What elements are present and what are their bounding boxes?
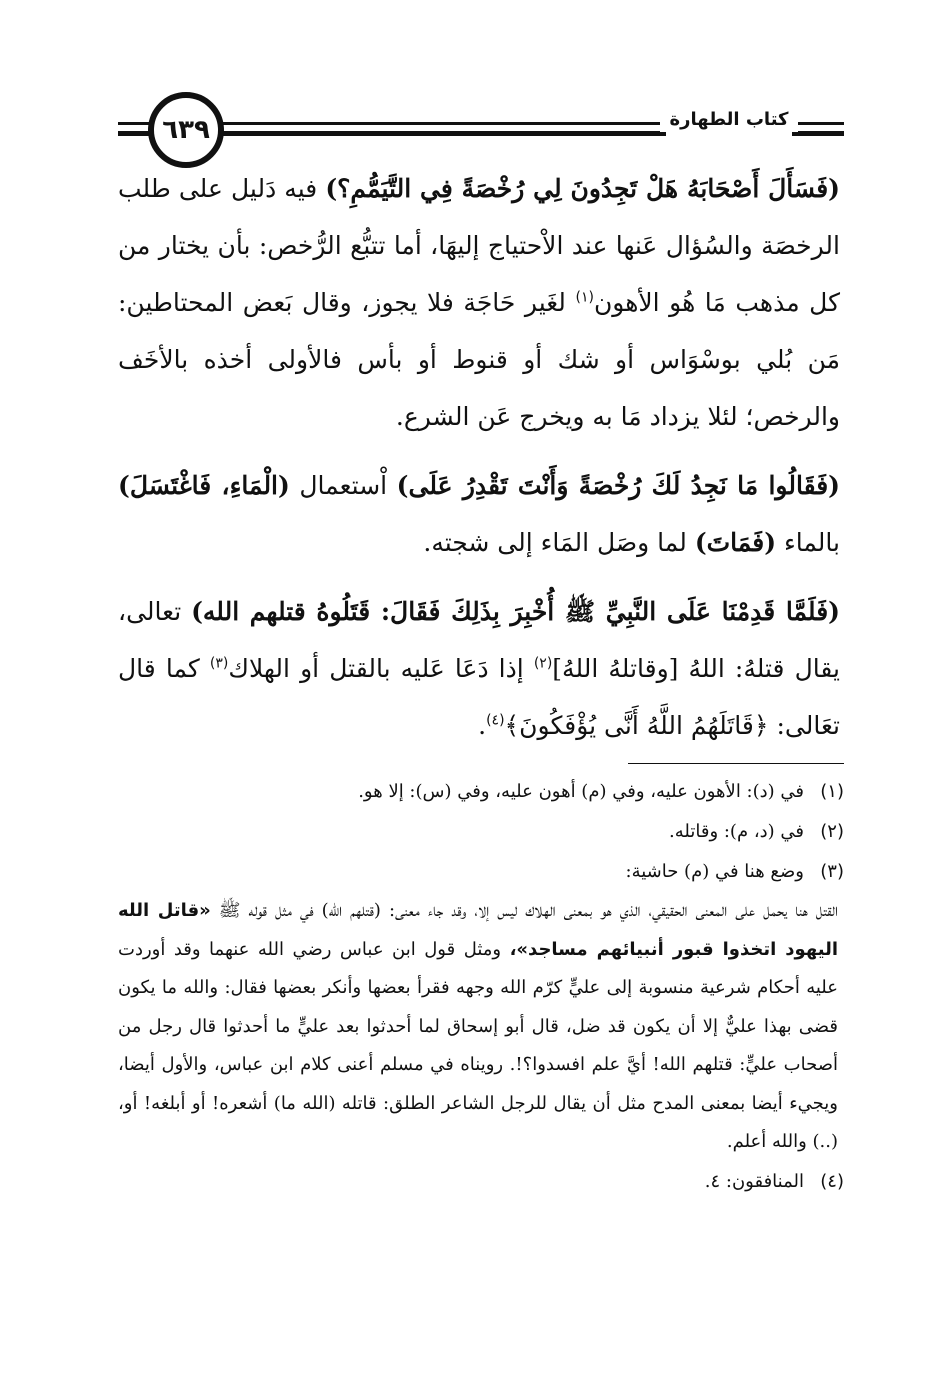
commentary-text: . xyxy=(478,711,487,740)
hadith-quote: (فَسَأَلَ أَصْحَابَهُ هَلْ تَجِدُونَ لِي رُخْصَةً فِي التَّيَمُّمِ؟) xyxy=(325,174,840,203)
footnote-text: وضع هنا في (م) حاشية: xyxy=(625,861,804,882)
header-rule-middle-bottom xyxy=(214,131,666,136)
footnote-3 xyxy=(118,852,844,892)
hadith-quote: (الْمَاءِ، فَاغْتَسَلَ) xyxy=(118,471,290,500)
footnote-text: في (د، م): وقاتله. xyxy=(669,821,804,842)
footnote-2 xyxy=(118,812,844,852)
footnote-1 xyxy=(118,772,844,812)
annotation-text: القتل هنا يحمل على المعنى الحقيقي، الذي هو بمعنى الهلاك ليس إلا، وقد جاء معنى: (قتلهم الله) في مثل قوله ﷺ xyxy=(210,900,838,921)
footnote-number: (٢) xyxy=(820,821,844,842)
footnote-ref-2[interactable]: (٢) xyxy=(533,655,553,672)
commentary-text: تعالى، يقال قتلهُ: اللهُ [وقاتلهُ اللهُ] xyxy=(118,597,840,683)
page-number: ٦٣٩ xyxy=(162,115,210,145)
footnote-number: (١) xyxy=(820,781,844,802)
footnote-text: في (د): الأهون عليه، وفي (م) أهون عليه، وفي (س): إلا هو. xyxy=(358,781,804,802)
commentary-text: لغَير حَاجَة فلا يجوز، وقال بَعض المحتاطين: مَن بُلي بوسْوَاس أو شك أو قنوط أو بأس فالأولى أخذه بالأخَف والرخص؛ لئلا يزداد مَا به ويخرج عَن الشرع. xyxy=(118,288,840,431)
footnote-4 xyxy=(118,1162,844,1202)
running-title: كتاب الطهارة xyxy=(660,108,798,132)
header-rule-right-bottom xyxy=(792,131,844,136)
header-rule-right-top xyxy=(792,122,844,125)
commentary-text: كما قال تعَالى: xyxy=(118,654,840,740)
hadith-quote: (فَلَمَّا قَدِمْنَا عَلَى النَّبِيِّ ﷺ أُخْبِرَ بِذَلِكَ فَقَالَ: قَتَلُوهُ قتلهم الله) xyxy=(191,597,840,626)
footnote-text: المنافقون: ٤. xyxy=(704,1170,804,1192)
footnote-separator xyxy=(628,763,844,764)
paragraph-1 xyxy=(118,160,840,445)
commentary-text: فيه دَليل على طلب الرخصَة والسُؤال عَنها عند الاْحتياج إليهَا، أما تتبُّع الرُّخص: بأن يختار من كل مذهب مَا هُو الأهون xyxy=(118,174,840,317)
footnote-number: (٣) xyxy=(820,861,844,882)
footnote-3-annotation xyxy=(118,892,838,1162)
footnote-ref-1[interactable]: (١) xyxy=(575,289,594,306)
hadith-quote: (فَقَالُوا مَا نَجِدُ لَكَ رُخْصَةً وَأَنْتَ تَقْدِرُ عَلَى) xyxy=(396,471,840,500)
commentary-text: اْستعمال xyxy=(289,471,397,500)
commentary-text: إذا دَعَا عَليه بالقتل أو الهلاك xyxy=(228,654,534,683)
footnote-ref-3[interactable]: (٣) xyxy=(209,655,229,672)
annotation-text: ومثل قول ابن عباس رضي الله عنهما وقد أوردت عليه أحكام شرعية منسوبة إلى عليٍّ كرّم الله وجهه فقرأ بعضها وأنكر بعضها فقال: والله ما يكون قضى بهذا عليٌّ إلا أن يكون قد ضل، قال أبو إسحاق لما أحدثوا بعد عليٍّ ما أحدثوا قال رجل من أصحاب عليٍّ: قتلهم الله! أيَّ علم افسدوا؟!. رويناه في مسلم أعنى كلام ابن عباس، والأول أيضا، ويجيء أيضا بمعنى المدح مثل أن يقال للرجل الشاعر الطلق: قاتله (الله ما) أشعره! أو أبلغه! أو، (..) والله أعلم. xyxy=(118,938,838,1152)
page-number-circle xyxy=(148,92,224,168)
hadith-quote: «قاتل الله اليهود اتخذوا قبور أنبيائهم مساجد»، xyxy=(118,900,838,960)
main-text xyxy=(118,160,840,754)
footnotes xyxy=(118,772,844,1202)
footnote-ref-4[interactable]: (٤) xyxy=(486,712,505,729)
page-header xyxy=(0,0,949,160)
commentary-text: بالماء xyxy=(776,528,840,557)
quran-verse: ﴿قَاتَلَهُمُ اللَّهُ أَنَّى يُؤْفَكُونَ﴾ xyxy=(504,711,769,740)
paragraph-3 xyxy=(118,583,840,754)
paragraph-2 xyxy=(118,457,840,571)
footnote-number: (٤) xyxy=(820,1170,844,1192)
header-rule-middle-top xyxy=(214,122,666,125)
commentary-text: لما وصَل المَاء إلى شجته. xyxy=(423,528,695,557)
hadith-quote: (فَمَاتَ) xyxy=(694,528,777,557)
